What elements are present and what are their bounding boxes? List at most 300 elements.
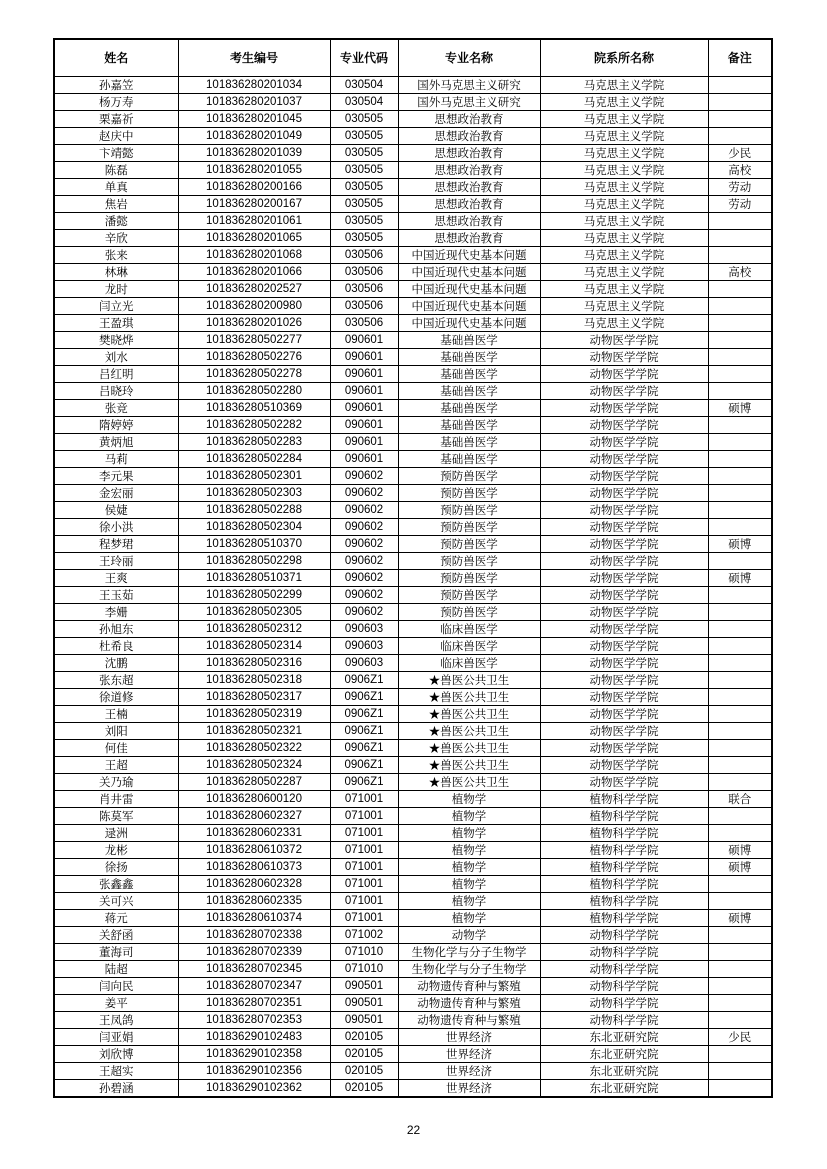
major-name-cell: 世界经济 [398,1046,540,1063]
name-cell: 刘水 [54,349,178,366]
table-row [54,706,772,723]
name-cell: 张竞 [54,400,178,417]
major-name-cell: 思想政治教育 [398,230,540,247]
major-name-cell: 国外马克思主义研究 [398,94,540,111]
name-cell: 吕红明 [54,366,178,383]
candidate-id-cell: 101836280200166 [178,179,330,196]
name-cell: 姜平 [54,995,178,1012]
major-name-cell: 预防兽医学 [398,502,540,519]
major-code-cell: 090602 [330,519,398,536]
remarks-cell [708,825,772,842]
candidate-id-cell: 101836290102362 [178,1080,330,1098]
remarks-cell: 少民 [708,145,772,162]
major-code-cell: 0906Z1 [330,689,398,706]
name-cell: 程梦珺 [54,536,178,553]
major-code-cell: 090603 [330,621,398,638]
major-code-cell: 071001 [330,910,398,927]
candidate-id-cell: 101836280702338 [178,927,330,944]
department-cell: 动物医学学院 [540,655,708,672]
candidate-id-cell: 101836280602327 [178,808,330,825]
name-cell: 张东超 [54,672,178,689]
remarks-cell [708,553,772,570]
major-name-cell: 世界经济 [398,1063,540,1080]
major-name-cell: 临床兽医学 [398,621,540,638]
major-code-cell: 090602 [330,536,398,553]
major-code-cell: 071001 [330,859,398,876]
name-cell: 樊晓烨 [54,332,178,349]
table-row [54,910,772,927]
table-row [54,94,772,111]
remarks-cell [708,230,772,247]
candidate-id-cell: 101836280702353 [178,1012,330,1029]
major-code-cell: 090602 [330,604,398,621]
department-cell: 马克思主义学院 [540,247,708,264]
major-name-cell: 中国近现代史基本问题 [398,264,540,281]
major-name-cell: 基础兽医学 [398,332,540,349]
header-major-name: 专业名称 [398,39,540,77]
major-name-cell: 预防兽医学 [398,570,540,587]
major-code-cell: 020105 [330,1063,398,1080]
remarks-cell [708,434,772,451]
table-row [54,230,772,247]
table-row [54,502,772,519]
name-cell: 马莉 [54,451,178,468]
candidate-id-cell: 101836280201039 [178,145,330,162]
remarks-cell [708,1063,772,1080]
candidate-id-cell: 101836280502301 [178,468,330,485]
table-row [54,1029,772,1046]
major-code-cell: 090602 [330,587,398,604]
major-code-cell: 071001 [330,825,398,842]
candidate-id-cell: 101836280201066 [178,264,330,281]
major-code-cell: 020105 [330,1080,398,1098]
name-cell: 赵庆中 [54,128,178,145]
major-code-cell: 090602 [330,468,398,485]
major-name-cell: 植物学 [398,791,540,808]
name-cell: 侯婕 [54,502,178,519]
remarks-cell [708,451,772,468]
remarks-cell: 硕博 [708,910,772,927]
table-row [54,808,772,825]
name-cell: 肖井雷 [54,791,178,808]
department-cell: 动物医学学院 [540,536,708,553]
table-row [54,689,772,706]
major-code-cell: 030505 [330,196,398,213]
remarks-cell [708,1012,772,1029]
remarks-cell [708,638,772,655]
name-cell: 龙彬 [54,842,178,859]
department-cell: 动物医学学院 [540,774,708,791]
major-name-cell: 基础兽医学 [398,349,540,366]
table-row [54,213,772,230]
table-row [54,774,772,791]
candidate-id-cell: 101836290102483 [178,1029,330,1046]
major-name-cell: 思想政治教育 [398,213,540,230]
candidate-id-cell: 101836280600120 [178,791,330,808]
candidate-id-cell: 101836280502305 [178,604,330,621]
remarks-cell [708,366,772,383]
name-cell: 闫向民 [54,978,178,995]
page-number: 22 [406,1123,421,1137]
major-code-cell: 0906Z1 [330,723,398,740]
major-name-cell: 预防兽医学 [398,587,540,604]
table-row [54,349,772,366]
department-cell: 马克思主义学院 [540,128,708,145]
name-cell: 徐扬 [54,859,178,876]
candidate-id-cell: 101836280702347 [178,978,330,995]
department-cell: 动物医学学院 [540,570,708,587]
major-name-cell: 预防兽医学 [398,553,540,570]
major-name-cell: 植物学 [398,808,540,825]
table-row [54,978,772,995]
major-code-cell: 071010 [330,961,398,978]
major-code-cell: 030505 [330,179,398,196]
name-cell: 潘懿 [54,213,178,230]
table-row [54,1063,772,1080]
department-cell: 植物科学学院 [540,808,708,825]
remarks-cell [708,502,772,519]
remarks-cell: 劳动 [708,179,772,196]
department-cell: 动物医学学院 [540,587,708,604]
major-name-cell: ★兽医公共卫生 [398,757,540,774]
major-code-cell: 030505 [330,162,398,179]
department-cell: 动物医学学院 [540,383,708,400]
major-code-cell: 090603 [330,655,398,672]
candidate-id-cell: 101836280510371 [178,570,330,587]
name-cell: 沈鹏 [54,655,178,672]
department-cell: 动物医学学院 [540,757,708,774]
major-name-cell: 预防兽医学 [398,485,540,502]
name-cell: 卞靖懿 [54,145,178,162]
candidate-id-cell: 101836280610373 [178,859,330,876]
table-row [54,434,772,451]
candidate-id-cell: 101836280502278 [178,366,330,383]
department-cell: 动物医学学院 [540,502,708,519]
major-code-cell: 071001 [330,893,398,910]
table-row [54,604,772,621]
major-code-cell: 0906Z1 [330,706,398,723]
remarks-cell [708,876,772,893]
remarks-cell [708,281,772,298]
remarks-cell [708,298,772,315]
major-name-cell: 世界经济 [398,1080,540,1098]
candidate-id-cell: 101836280502283 [178,434,330,451]
table-row [54,519,772,536]
department-cell: 马克思主义学院 [540,77,708,94]
department-cell: 动物医学学院 [540,434,708,451]
table-row [54,587,772,604]
major-name-cell: 中国近现代史基本问题 [398,281,540,298]
name-cell: 何佳 [54,740,178,757]
department-cell: 动物医学学院 [540,332,708,349]
major-name-cell: 中国近现代史基本问题 [398,315,540,332]
table-row [54,366,772,383]
remarks-cell: 硕博 [708,842,772,859]
candidate-id-cell: 101836280201045 [178,111,330,128]
table-row [54,298,772,315]
candidate-id-cell: 101836280201037 [178,94,330,111]
major-code-cell: 071002 [330,927,398,944]
name-cell: 杜希良 [54,638,178,655]
name-cell: 张鑫鑫 [54,876,178,893]
table-row [54,536,772,553]
remarks-cell [708,604,772,621]
table-row [54,876,772,893]
major-name-cell: 动物遗传育种与繁殖 [398,995,540,1012]
candidate-id-cell: 101836290102358 [178,1046,330,1063]
major-code-cell: 0906Z1 [330,774,398,791]
remarks-cell: 硕博 [708,859,772,876]
department-cell: 植物科学学院 [540,791,708,808]
name-cell: 刘欣博 [54,1046,178,1063]
table-row [54,485,772,502]
remarks-cell [708,995,772,1012]
candidate-id-cell: 101836280502312 [178,621,330,638]
major-code-cell: 071001 [330,808,398,825]
table-row [54,383,772,400]
table-row [54,77,772,94]
department-cell: 动物医学学院 [540,553,708,570]
remarks-cell [708,893,772,910]
remarks-cell [708,621,772,638]
major-name-cell: 预防兽医学 [398,604,540,621]
major-code-cell: 090601 [330,451,398,468]
major-code-cell: 030505 [330,111,398,128]
major-code-cell: 090601 [330,383,398,400]
remarks-cell [708,706,772,723]
table-row [54,264,772,281]
candidate-id-cell: 101836280502282 [178,417,330,434]
department-cell: 植物科学学院 [540,859,708,876]
department-cell: 东北亚研究院 [540,1063,708,1080]
major-code-cell: 030506 [330,298,398,315]
remarks-cell [708,349,772,366]
department-cell: 马克思主义学院 [540,298,708,315]
remarks-cell [708,468,772,485]
candidate-id-cell: 101836280502314 [178,638,330,655]
name-cell: 关乃瑜 [54,774,178,791]
remarks-cell [708,128,772,145]
remarks-cell [708,94,772,111]
name-cell: 吕晓玲 [54,383,178,400]
candidate-id-cell: 101836280502277 [178,332,330,349]
candidate-id-cell: 101836280702351 [178,995,330,1012]
remarks-cell: 劳动 [708,196,772,213]
department-cell: 动物医学学院 [540,349,708,366]
department-cell: 动物医学学院 [540,621,708,638]
remarks-cell [708,383,772,400]
department-cell: 动物科学学院 [540,944,708,961]
department-cell: 动物医学学院 [540,638,708,655]
major-code-cell: 0906Z1 [330,757,398,774]
major-code-cell: 090501 [330,978,398,995]
department-cell: 马克思主义学院 [540,111,708,128]
table-row [54,417,772,434]
department-cell: 动物科学学院 [540,978,708,995]
department-cell: 动物医学学院 [540,740,708,757]
candidate-id-cell: 101836280502319 [178,706,330,723]
remarks-cell [708,587,772,604]
major-name-cell: 思想政治教育 [398,179,540,196]
header-major-code: 专业代码 [330,39,398,77]
table-row [54,1046,772,1063]
major-code-cell: 030505 [330,128,398,145]
department-cell: 动物科学学院 [540,961,708,978]
major-code-cell: 030506 [330,264,398,281]
candidate-id-cell: 101836280602335 [178,893,330,910]
major-name-cell: 临床兽医学 [398,655,540,672]
major-name-cell: 植物学 [398,859,540,876]
major-name-cell: 中国近现代史基本问题 [398,247,540,264]
name-cell: 辛欣 [54,230,178,247]
candidate-id-cell: 101836280201034 [178,77,330,94]
name-cell: 刘阳 [54,723,178,740]
name-cell: 陈莫军 [54,808,178,825]
remarks-cell: 联合 [708,791,772,808]
name-cell: 闫亚娟 [54,1029,178,1046]
name-cell: 关舒函 [54,927,178,944]
table-row [54,995,772,1012]
table-row [54,553,772,570]
department-cell: 动物医学学院 [540,689,708,706]
major-name-cell: 思想政治教育 [398,128,540,145]
remarks-cell [708,723,772,740]
major-name-cell: 基础兽医学 [398,383,540,400]
candidate-id-cell: 101836280502288 [178,502,330,519]
department-cell: 动物医学学院 [540,723,708,740]
remarks-cell: 少民 [708,1029,772,1046]
name-cell: 徐小洪 [54,519,178,536]
header-name: 姓名 [54,39,178,77]
department-cell: 动物医学学院 [540,706,708,723]
remarks-cell [708,808,772,825]
major-name-cell: 思想政治教育 [398,162,540,179]
name-cell: 孙嘉笠 [54,77,178,94]
candidate-id-cell: 101836280502284 [178,451,330,468]
table-row [54,468,772,485]
major-code-cell: 030504 [330,77,398,94]
major-code-cell: 0906Z1 [330,740,398,757]
remarks-cell [708,1080,772,1098]
remarks-cell [708,961,772,978]
major-code-cell: 090601 [330,349,398,366]
name-cell: 关可兴 [54,893,178,910]
table-row [54,825,772,842]
department-cell: 植物科学学院 [540,825,708,842]
major-name-cell: 生物化学与分子生物学 [398,961,540,978]
table-row [54,451,772,468]
major-name-cell: 基础兽医学 [398,434,540,451]
name-cell: 王楠 [54,706,178,723]
department-cell: 动物医学学院 [540,366,708,383]
department-cell: 动物科学学院 [540,927,708,944]
name-cell: 黄炳旭 [54,434,178,451]
header-department: 院系所名称 [540,39,708,77]
candidate-id-cell: 101836280502287 [178,774,330,791]
candidate-id-cell: 101836280200167 [178,196,330,213]
major-code-cell: 030504 [330,94,398,111]
name-cell: 林琳 [54,264,178,281]
table-row [54,927,772,944]
remarks-cell [708,332,772,349]
major-name-cell: 动物遗传育种与繁殖 [398,978,540,995]
department-cell: 东北亚研究院 [540,1080,708,1098]
major-code-cell: 090601 [330,366,398,383]
remarks-cell [708,655,772,672]
department-cell: 动物医学学院 [540,451,708,468]
major-code-cell: 020105 [330,1046,398,1063]
table-row [54,842,772,859]
major-code-cell: 090602 [330,553,398,570]
department-cell: 植物科学学院 [540,876,708,893]
name-cell: 徐道修 [54,689,178,706]
major-code-cell: 090601 [330,332,398,349]
candidate-id-cell: 101836280502299 [178,587,330,604]
major-name-cell: 动物学 [398,927,540,944]
name-cell: 隋婷婷 [54,417,178,434]
table-row [54,723,772,740]
department-cell: 动物医学学院 [540,400,708,417]
table-body [54,77,772,1098]
remarks-cell [708,111,772,128]
name-cell: 董海司 [54,944,178,961]
candidate-id-cell: 101836280502303 [178,485,330,502]
name-cell: 逯洲 [54,825,178,842]
name-cell: 王玲丽 [54,553,178,570]
major-code-cell: 030506 [330,247,398,264]
major-name-cell: ★兽医公共卫生 [398,723,540,740]
major-name-cell: ★兽医公共卫生 [398,689,540,706]
department-cell: 动物科学学院 [540,995,708,1012]
candidate-id-cell: 101836280201068 [178,247,330,264]
candidate-id-cell: 101836280602331 [178,825,330,842]
major-code-cell: 090602 [330,485,398,502]
name-cell: 陈磊 [54,162,178,179]
major-name-cell: 植物学 [398,876,540,893]
major-code-cell: 030505 [330,213,398,230]
name-cell: 蒋元 [54,910,178,927]
major-name-cell: 基础兽医学 [398,451,540,468]
remarks-cell [708,672,772,689]
department-cell: 马克思主义学院 [540,213,708,230]
table-row [54,196,772,213]
major-name-cell: 预防兽医学 [398,468,540,485]
major-code-cell: 030505 [330,145,398,162]
table-row [54,111,772,128]
major-name-cell: ★兽医公共卫生 [398,774,540,791]
admission-list-table [53,38,773,1098]
department-cell: 马克思主义学院 [540,162,708,179]
table-row [54,859,772,876]
table-row [54,332,772,349]
table-row [54,247,772,264]
candidate-id-cell: 101836280502318 [178,672,330,689]
major-name-cell: 思想政治教育 [398,196,540,213]
remarks-cell [708,757,772,774]
major-code-cell: 090602 [330,570,398,587]
remarks-cell [708,978,772,995]
remarks-cell: 高校 [708,264,772,281]
department-cell: 动物医学学院 [540,519,708,536]
major-code-cell: 0906Z1 [330,672,398,689]
department-cell: 马克思主义学院 [540,264,708,281]
name-cell: 焦岩 [54,196,178,213]
name-cell: 王超实 [54,1063,178,1080]
candidate-id-cell: 101836280502317 [178,689,330,706]
table-row [54,638,772,655]
name-cell: 孙旭东 [54,621,178,638]
candidate-id-cell: 101836280502322 [178,740,330,757]
